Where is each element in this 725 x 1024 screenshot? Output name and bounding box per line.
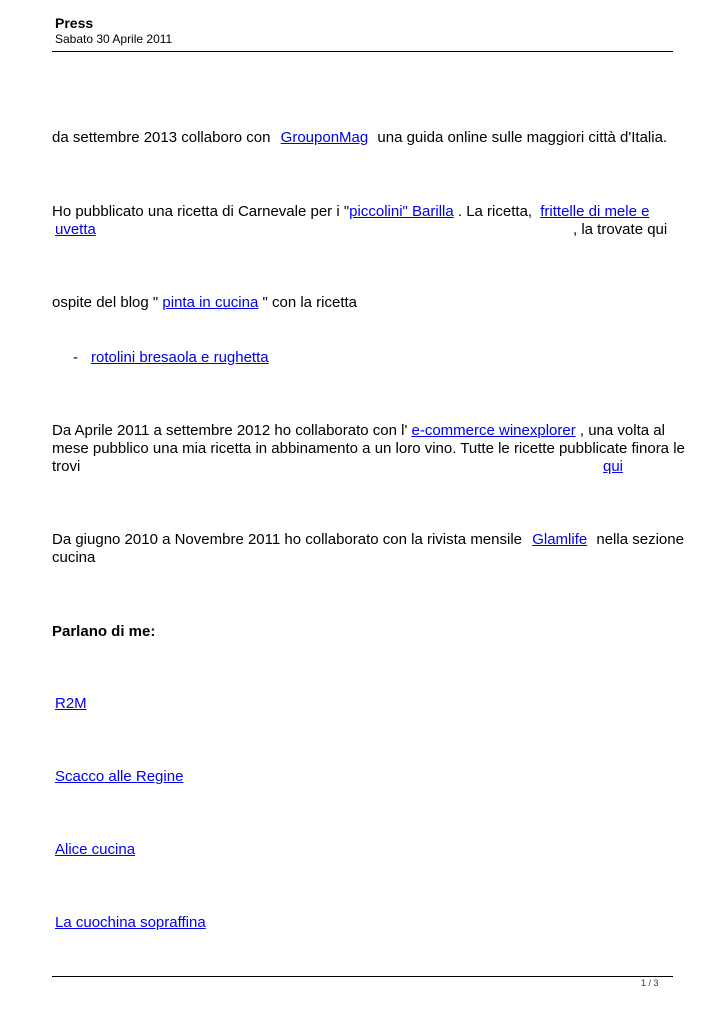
paragraph-text: trovi <box>52 458 81 475</box>
winexplorer-link[interactable]: e-commerce winexplorer <box>411 422 576 439</box>
rotolini-link[interactable]: rotolini bresaola e rughetta <box>91 349 269 366</box>
barilla-link[interactable]: piccolini" Barilla <box>349 203 454 220</box>
paragraph-text: . La ricetta, <box>457 203 533 220</box>
alice-cucina-link[interactable]: Alice cucina <box>55 841 136 858</box>
footer-rule <box>52 976 673 977</box>
paragraph-groupon <box>52 129 667 147</box>
paragraph-text: , una volta al <box>579 422 665 439</box>
paragraph-winexplorer-line1 <box>52 422 665 440</box>
paragraph-text: ospite del blog " <box>52 294 159 311</box>
page-number: 1 / 3 <box>641 978 659 988</box>
paragraph-text: mese pubblico una mia ricetta in abbinamento a un loro vino. Tutte le ricette pubblicate finora le <box>52 440 685 457</box>
paragraph-text: nella sezione <box>596 531 684 548</box>
paragraph-text: Da giugno 2010 a Novembre 2011 ho collaborato con la rivista mensile <box>52 531 523 548</box>
r2m-link[interactable]: R2M <box>55 695 87 712</box>
paragraph-text: Ho pubblicato una ricetta di Carnevale per i " <box>52 203 350 220</box>
paragraph-text: una guida online sulle maggiori città d'Italia. <box>377 129 668 146</box>
paragraph-barilla-line1 <box>52 203 649 221</box>
header-title: Press <box>55 15 94 31</box>
paragraph-text: " con la ricetta <box>262 294 358 311</box>
frittelle-link[interactable]: frittelle di mele e <box>540 203 650 220</box>
paragraph-text: cucina <box>52 549 96 566</box>
qui-link[interactable]: qui <box>603 458 624 475</box>
glamlife-link[interactable]: Glamlife <box>532 531 588 548</box>
paragraph-text: , la trovate qui <box>573 221 668 238</box>
paragraph-text: da settembre 2013 collaboro con <box>52 129 271 146</box>
cuochina-sopraffina-link[interactable]: La cuochina sopraffina <box>55 914 206 931</box>
paragraph-text: Da Aprile 2011 a settembre 2012 ho collaborato con l' <box>52 422 408 439</box>
paragraph-glamlife-line1 <box>52 531 684 549</box>
header-date: Sabato 30 Aprile 2011 <box>55 32 173 46</box>
section-heading: Parlano di me: <box>52 623 156 640</box>
header-rule <box>52 51 673 52</box>
pinta-in-cucina-link[interactable]: pinta in cucina <box>162 294 259 311</box>
bullet-marker: - <box>73 349 78 366</box>
frittelle-link-cont[interactable]: uvetta <box>55 221 96 238</box>
paragraph-pinta <box>52 294 357 312</box>
grouponmag-link[interactable]: GrouponMag <box>280 129 369 146</box>
scacco-alle-regine-link[interactable]: Scacco alle Regine <box>55 768 184 785</box>
